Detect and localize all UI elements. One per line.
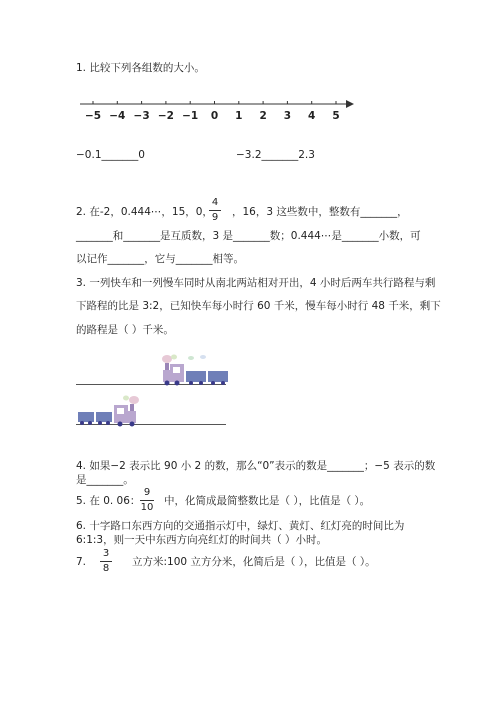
number-line-tick-label: 1 bbox=[235, 110, 243, 122]
q7-line-a: 7. bbox=[76, 556, 87, 568]
number-line-tick-label: −2 bbox=[157, 110, 174, 122]
q3-line1: 3. 一列快车和一列慢车同时从南北两站相对开出，4 小时后两车共行路程与剩 bbox=[76, 277, 436, 289]
q2-fraction bbox=[209, 198, 221, 223]
q2-fraction-numerator: 4 bbox=[211, 197, 219, 208]
train-top-illustration bbox=[155, 354, 233, 386]
q4-line2: 是_______。 bbox=[76, 474, 134, 486]
number-line-tick-label: 0 bbox=[210, 110, 219, 122]
number-line-tick-label: −5 bbox=[84, 110, 102, 122]
q2-line2: _______和_______是互质数，3 是_______数；0.444⋯是_______小数，可 bbox=[76, 230, 421, 242]
number-line-tick-label: −3 bbox=[133, 110, 150, 122]
q7-line-b: 立方米:100 立方分米，化简后是（ ），比值是（ ）。 bbox=[132, 556, 376, 568]
q5-line-a: 5. 在 0. 06： bbox=[76, 495, 141, 507]
number-line-tick-label: −4 bbox=[109, 110, 126, 122]
q3-line2: 下路程的比是 3:2，已知快车每小时行 60 千米，慢车每小时行 48 千米，剩下 bbox=[76, 300, 441, 312]
train-bottom-illustration bbox=[76, 395, 148, 427]
q6-line1: 6. 十字路口东西方向的交通指示灯中，绿灯、黄灯、红灯亮的时间比为 bbox=[76, 520, 405, 532]
q1-compare-right: −3.2_______2.3 bbox=[236, 149, 315, 161]
number-line-tick-label: −1 bbox=[182, 110, 199, 122]
q5-fraction bbox=[140, 488, 154, 513]
q5-line-b: 中，化简成最简整数比是（ ），比值是（ ）。 bbox=[164, 495, 371, 507]
q1-title: 1. 比较下列各组数的大小。 bbox=[76, 62, 205, 74]
number-line-tick-label: 4 bbox=[308, 110, 316, 122]
fraction-bar bbox=[140, 500, 154, 501]
q6-line2: 6:1:3，则一天中东西方向亮红灯的时间共（ ）小时。 bbox=[76, 534, 327, 546]
number-line-tick-label: 2 bbox=[259, 110, 267, 122]
q7-fraction bbox=[100, 549, 112, 574]
q1-compare-left: −0.1_______0 bbox=[76, 149, 145, 161]
q2-fraction-denominator: 9 bbox=[211, 212, 219, 223]
q2-line1-a: 2. 在-2，0.444⋯，15，0， bbox=[76, 206, 213, 218]
q2-line3: 以记作_______，它与_______相等。 bbox=[76, 253, 244, 265]
q7-fraction-numerator: 3 bbox=[102, 548, 110, 559]
q5-fraction-numerator: 9 bbox=[143, 487, 151, 498]
fraction-bar bbox=[209, 210, 221, 211]
q4-line1: 4. 如果−2 表示比 90 小 2 的数，那么“0”表示的数是_______；−5 表示的数 bbox=[76, 460, 436, 472]
number-line-tick-label: 3 bbox=[283, 110, 292, 122]
q3-line3: 的路程是（ ）千米。 bbox=[76, 324, 174, 336]
q7-fraction-denominator: 8 bbox=[102, 563, 110, 574]
fraction-bar bbox=[100, 561, 112, 562]
number-line-tick-label: 5 bbox=[332, 110, 340, 122]
q2-line1-b: ，16，3 这些数中，整数有_______， bbox=[232, 206, 408, 218]
q5-fraction-denominator: 10 bbox=[140, 502, 154, 513]
